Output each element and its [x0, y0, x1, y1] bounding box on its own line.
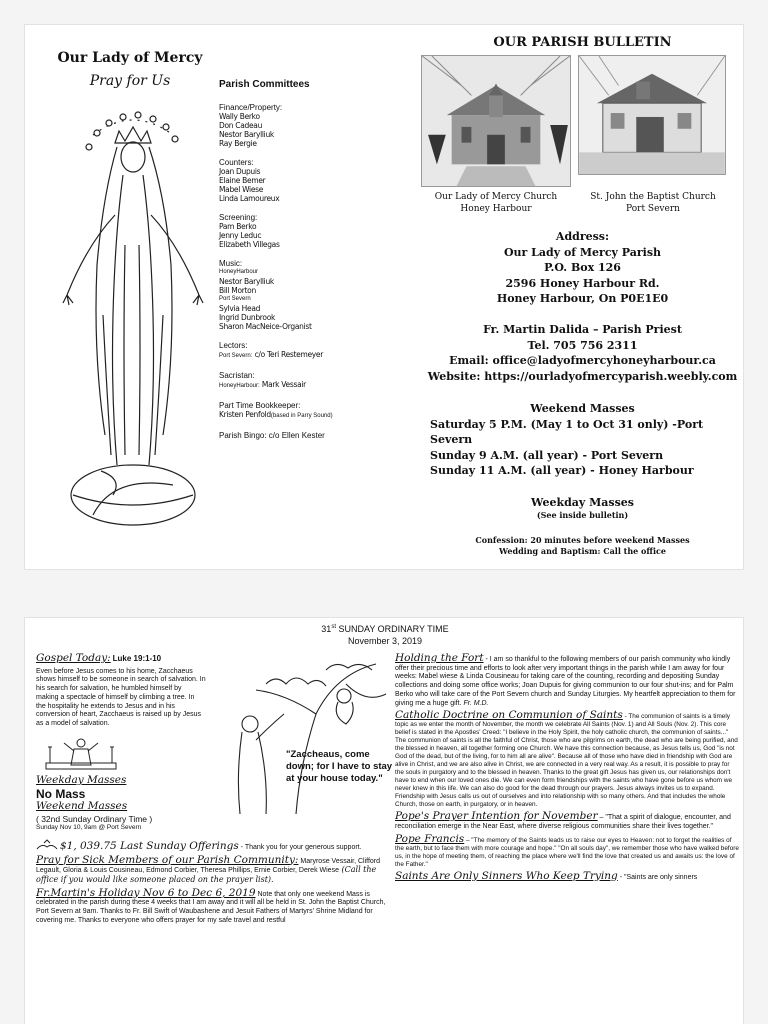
saints-sinners-section — [395, 869, 739, 883]
po-box: P.O. Box 126 — [544, 261, 621, 274]
parish-name: Our Lady of Mercy Parish — [503, 245, 662, 259]
committee-title: Finance/Property: — [219, 103, 283, 112]
church2-location: Port Severn — [626, 204, 680, 214]
bulletin-cover-page — [24, 24, 744, 570]
weekday-masses-note: (See inside bulletin) — [536, 510, 629, 520]
pope-intention-section — [395, 812, 739, 831]
committee-member: Ingrid Dunbrook — [219, 313, 276, 322]
church2-caption — [578, 191, 728, 215]
church2-name: St. John the Baptist Church — [590, 192, 716, 202]
lectors-name: c/o Teri Restemeyer — [254, 350, 323, 359]
committee-group-music — [219, 259, 419, 331]
hands-offering-icon — [36, 839, 58, 851]
committee-member: Pam Berko — [219, 222, 257, 231]
bulletin-title: OUR PARISH BULLETIN — [493, 35, 672, 50]
street-address: 2596 Honey Harbour Rd. — [505, 276, 660, 290]
no-mass-notice: No Mass — [36, 787, 86, 802]
weekday-masses-heading: Weekday Masses — [36, 774, 127, 787]
address-label: Address: — [555, 230, 610, 243]
holiday-text: Note that only one weekend Mass is celebrated in the parish during these 4 weeks that I am away and it will all be held in St. John the Baptist Church, Port Severn at 9am. Thanks to Fr. Bill Swift of Waubashene and Jesuit Fathers of Martyrs' Shrine Midland for covering me. Thanks to everyone who offers prayer for my safe travel and restful — [36, 890, 386, 924]
committee-member: Nestor Barylliuk — [219, 130, 274, 139]
bookkeeper-note: (based in Parry Sound) — [270, 413, 333, 419]
committee-title: Part Time Bookkeeper: — [219, 401, 301, 410]
committee-member: Mabel Wiese — [219, 185, 264, 194]
our-lady-of-mercy-illustration — [53, 95, 213, 555]
sunday-mass-line: Sunday Nov 10, 9am @ Port Severn — [36, 824, 142, 832]
church1-location: Honey Harbour — [460, 204, 532, 214]
website-link[interactable]: Website: https://ourladyofmercyparish.weebly.com — [427, 369, 738, 383]
sick-members-text: Maryrose Vessair, Clifford Legault, Gloria & Louis Cousineau, Edmond Corbier, Theresa Phillips, Ernie Corbier, Derek Wiese — [36, 857, 381, 875]
weekend-mass-item: Sunday 9 A.M. (all year) - Port Severn — [430, 448, 664, 462]
sacristan-place: HoneyHarbour: — [219, 383, 260, 389]
pope-intention-text: – "That a spirit of dialogue, encounter, and reconciliation emerge in the Near East, where diverse religious communities share their lives together." — [395, 814, 731, 830]
committee-group-screening — [219, 213, 419, 249]
weekend-masses-heading: Weekend Masses — [36, 799, 128, 812]
church1-caption — [421, 191, 571, 215]
committee-title: Counters: — [219, 158, 254, 167]
sunday-title — [25, 621, 744, 635]
offerings-section — [36, 839, 392, 853]
music-location: HoneyHarbour — [219, 269, 259, 275]
lectors-place: Port Severn: — [219, 353, 253, 359]
committee-member: Elizabeth Villegas — [219, 240, 280, 249]
sacristan-name: Mark Vessair — [261, 380, 306, 389]
mary-title: Our Lady of Mercy — [57, 50, 203, 66]
zacchaeus-illustration — [226, 654, 392, 814]
sunday-number: 31 — [321, 624, 332, 634]
committee-title: Screening: — [219, 213, 258, 222]
sunday-suffix: st — [331, 624, 336, 630]
committee-group-bookkeeper — [219, 401, 419, 421]
bulletin-date: November 3, 2019 — [347, 636, 423, 646]
bulletin-inside-page — [24, 617, 744, 1024]
holiday-section — [36, 886, 392, 926]
bookkeeper-name: Kristen Penfold — [219, 410, 271, 419]
sick-members-title: Pray for Sick Members of our Parish Community: — [36, 853, 299, 866]
committee-title: Lectors: — [219, 341, 248, 350]
committee-title: Music: — [219, 259, 243, 268]
weekend-mass-item: Saturday 5 P.M. (May 1 to Oct 31 only) -Port Severn — [430, 417, 704, 446]
pope-francis-title: Pope Francis — [395, 832, 465, 845]
pope-francis-text: – "The memory of the Saints leads us to raise our eyes to Heaven: not to forget the realities of the earth, but to face them with more courage and hope." "On all souls day", we remember those who have walked before us, in the hope of meeting them, of reaching the place where we'll find the love that created us and awaits us: the love of the Father." — [395, 836, 739, 868]
wedding-baptism-info: Wedding and Baptism: Call the office — [499, 546, 666, 556]
saints-sinners-text: - "Saints are only sinners — [617, 873, 698, 881]
ordinary-time-label: ( 32nd Sunday Ordinary Time ) — [36, 814, 153, 825]
sunday-title-rest: SUNDAY ORDINARY TIME — [335, 624, 449, 634]
committee-member: Don Cadeau — [219, 121, 263, 130]
committee-group-lectors — [219, 341, 419, 361]
committee-title: Sacristan: — [219, 371, 255, 380]
committee-group-counters — [219, 158, 419, 203]
committee-member: Ray Bergie — [219, 139, 257, 148]
weekday-masses-title: Weekday Masses — [531, 495, 634, 509]
music-location: Port Severn — [219, 296, 251, 302]
communion-of-saints-title: Catholic Doctrine on Communion of Saints — [395, 709, 623, 722]
weekend-masses-title: Weekend Masses — [530, 402, 635, 415]
committee-group-finance — [219, 103, 419, 148]
committee-member: Sylvia Head — [219, 304, 261, 313]
spacer — [420, 521, 744, 535]
communion-of-saints-section — [395, 711, 739, 809]
gospel-title: Gospel Today: — [36, 652, 111, 664]
committee-member: Nestor Barylliuk — [219, 277, 274, 286]
saints-sinners-title: Saints Are Only Sinners Who Keep Trying — [395, 869, 618, 882]
holding-the-fort-title: Holding the Fort — [395, 652, 484, 664]
communion-of-saints-text: - The communion of saints is a timely topic as we enter the month of November, the month we celebrate All Saints (Nov. 1) and All Souls (Nov. 2). This core belief is stated in the Apostles' Creed: "I believe in the Holy Spirit, the holy catholic church, the communion of saints..." The communion of saints is all the faithful of Christ, those who are pilgrims on earth, the dead who are being purified, and the blessed in heaven, all together forming one Church. We have this connection because, as Jesus tells us, God "is not God of the dead, but of the living, for to him all are alive". Because all of those who have died in friendship with God are alive in Christ, and we are also alive in Christ, we are connected in a very real way. As a result, it is possible to pray for the souls in purgatory and to the blessed in heaven. Thanks to the great gift Jesus has given us, our relationships don't have to end when our loved ones die. We can even form friendships with the saints who have gone before us whom we never knew in this life. We can also do good for the dead through our prayers. Jesus always invites us to expand. Friendship with Jesus calls us out of ourselves and into relationship with so many others. And that includes the whole Church, those on earth, in purgatory, or in heaven. — [395, 713, 738, 809]
spacer — [420, 479, 744, 495]
committee-member: Wally Berko — [219, 112, 260, 121]
parish-bingo: Parish Bingo: c/o Ellen Kester — [219, 431, 325, 440]
holiday-title: Fr.Martin's Holiday Nov 6 to Dec 6, 2019 — [36, 886, 256, 899]
mary-subtitle: Pray for Us — [89, 73, 171, 89]
committee-group-sacristan — [219, 371, 419, 391]
right-column — [395, 654, 739, 885]
confession-info: Confession: 20 minutes before weekend Masses — [475, 535, 690, 545]
zacchaeus-quote: "Zaccheaus, come down; for I have to stay at your house today." — [286, 749, 393, 784]
committees-heading: Parish Committees — [219, 79, 310, 90]
st-john-the-baptist-church-photo — [578, 55, 726, 175]
sick-members-note: (Call the office if you would like someone placed on the prayer list). — [36, 865, 377, 884]
spacer — [420, 307, 744, 323]
pope-francis-section — [395, 832, 739, 869]
holding-the-fort-signature: Fr. M.D. — [461, 699, 489, 707]
parish-committees — [219, 80, 419, 440]
pope-intention-title: Pope's Prayer Intention for November — [395, 810, 598, 823]
priest-at-altar-illustration — [36, 735, 126, 771]
holding-the-fort-section — [395, 654, 739, 708]
telephone: Tel. 705 756 2311 — [527, 338, 638, 352]
sunday-heading — [25, 621, 744, 647]
gospel-text: Even before Jesus comes to his home, Zacchaeus shows himself to be someone in search of salvation. In his search for salvation, he humbled himself by making a spectacle of himself by climbing a tree. In the hospitality he extends to Jesus and in his conversion of heart, Zacchaeus is raised up by Jesus as a model of salvation. — [36, 667, 206, 727]
parish-priest: Fr. Martin Dalida – Parish Priest — [483, 323, 682, 336]
weekend-mass-item: Sunday 11 A.M. (all year) - Honey Harbour — [430, 464, 694, 477]
committee-member: Jenny Leduc — [219, 231, 262, 240]
committee-member: Elaine Bemer — [219, 176, 266, 185]
mass-schedule — [420, 401, 744, 557]
offerings-text: - Thank you for your generous support. — [238, 843, 362, 851]
offerings-title: $1, 039.75 Last Sunday Offerings — [59, 839, 239, 852]
sick-members-section — [36, 853, 392, 886]
left-column — [36, 654, 392, 928]
holding-the-fort-text: - I am so thankful to the following members of our parish community who kindly offer their precious time and efforts to look after very important things in the parish while I am away for four weeks: Mabel wiese & Linda Cousineau for taking care of the counting, recording and depositing Sunday collections and doing some office works; Joan Dupuis for giving communion to our four shut-ins; and for Palm Berko who will take care of the Port Severn church and Sunday Liturgies. My heartfelt appreciation to them for giving me a huge gift. — [395, 656, 736, 707]
gospel-reference: Luke 19:1-10 — [112, 654, 162, 663]
city-postal: Honey Harbour, On P0E1E0 — [496, 292, 669, 305]
committee-member: Sharon MacNeice-Organist — [219, 322, 312, 331]
email-link[interactable]: Email: office@ladyofmercyhoneyharbour.ca — [449, 354, 716, 367]
committee-member: Joan Dupuis — [219, 167, 261, 176]
gospel-section — [36, 654, 206, 729]
committee-member: Linda Lamoureux — [219, 194, 280, 203]
parish-address-block — [420, 229, 744, 384]
our-lady-of-mercy-church-photo — [421, 55, 571, 187]
church1-name: Our Lady of Mercy Church — [434, 192, 558, 202]
committee-member: Bill Morton — [219, 286, 256, 295]
